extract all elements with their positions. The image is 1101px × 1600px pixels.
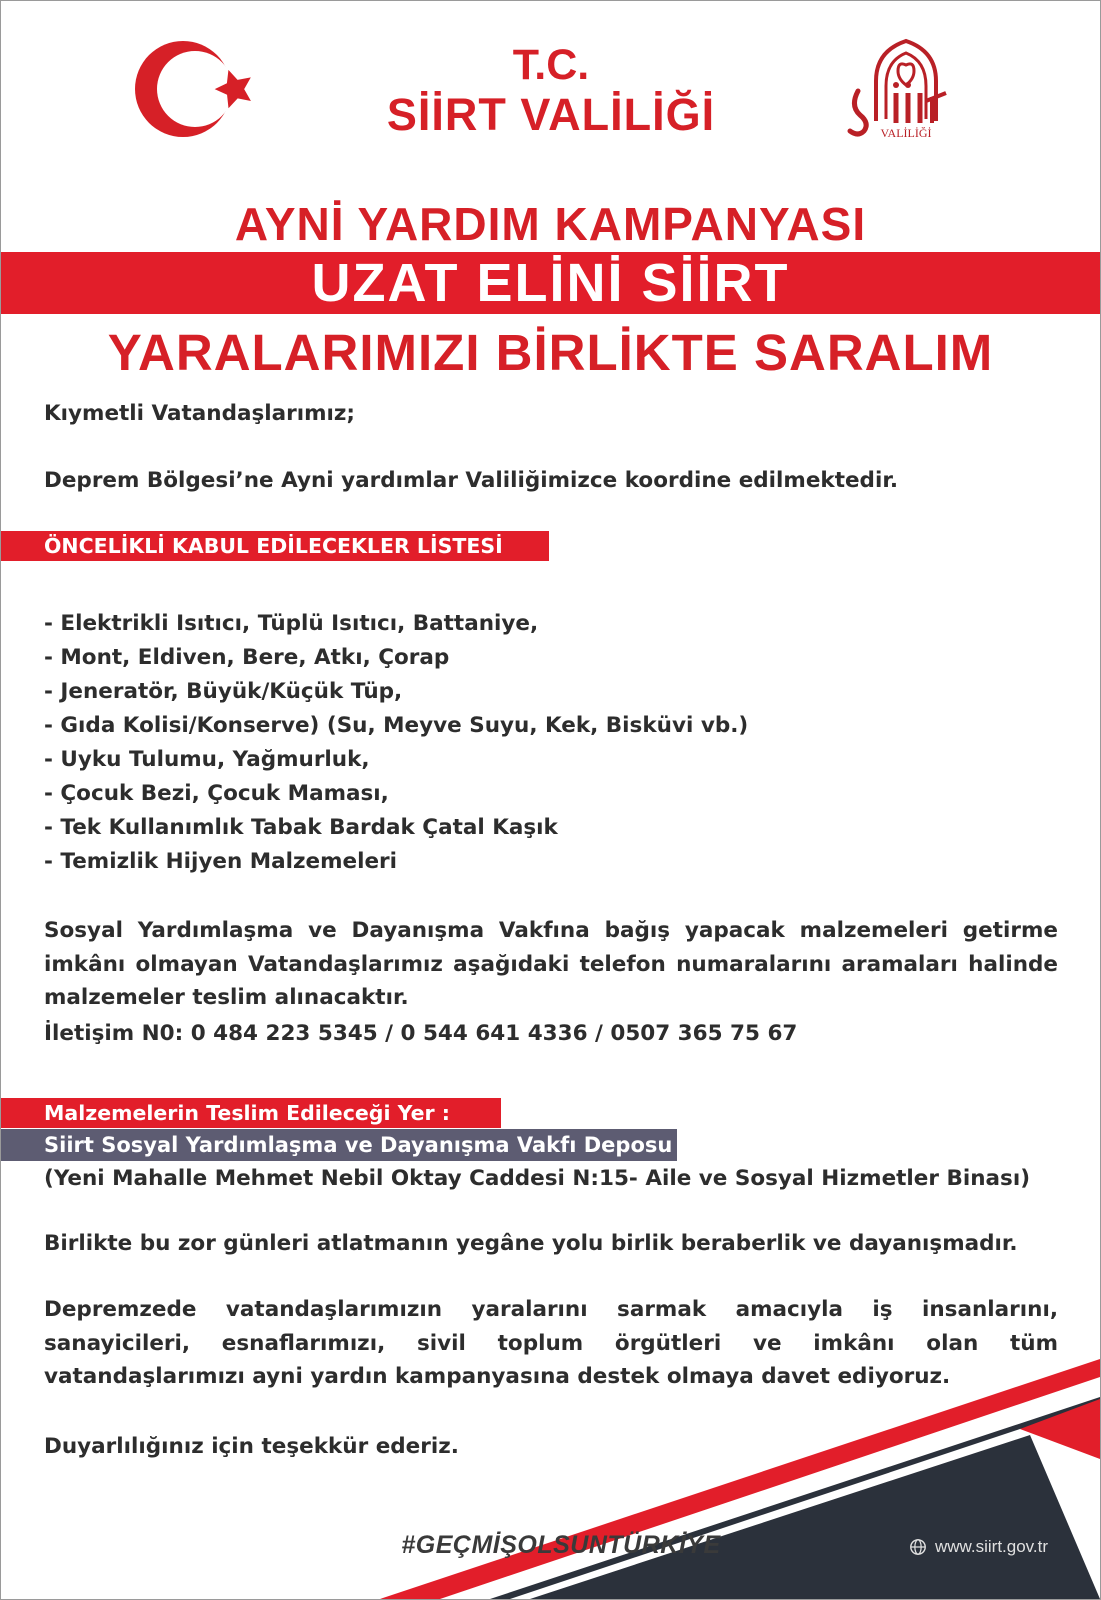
contact-numbers: İletişim N0: 0 484 223 5345 / 0 544 641 4336 / 0507 365 75 67 [44, 1021, 798, 1046]
header-tc: T.C. [512, 41, 590, 89]
invitation-text: Depremzede vatandaşlarımızın yaralarını sarmak amacıyla iş insanlarını, sanayicileri, esnaflarımızı, sivil toplum örgütleri ve imkânı olan tüm vatandaşlarımızı ayni yardın kampanyasına destek olmaya davet ediyoruz. [44, 1297, 1058, 1389]
website-url[interactable]: www.siirt.gov.tr [935, 1537, 1049, 1556]
delivery-heading: Malzemelerin Teslim Edileceği Yer : [1, 1098, 501, 1128]
siirt-valiligi-logo [846, 31, 966, 146]
priority-items-list [44, 607, 748, 879]
hashtag: #GEÇMİŞOLSUNTÜRKİYE [401, 1531, 721, 1559]
delivery-place: Siirt Sosyal Yardımlaşma ve Dayanışma Vakfı Deposu [1, 1129, 677, 1161]
globe-icon [909, 1538, 927, 1556]
list-item: - Çocuk Bezi, Çocuk Maması, [44, 781, 389, 806]
unity-text: Birlikte bu zor günleri atlatmanın yegâne yolu birlik beraberlik ve dayanışmadır. [44, 1231, 1018, 1256]
delivery-address: (Yeni Mahalle Mehmet Nebil Oktay Caddesi N:15- Aile ve Sosyal Hizmetler Binası) [44, 1166, 1031, 1191]
list-item: - Gıda Kolisi/Konserve) (Su, Meyve Suyu, Kek, Bisküvi vb.) [44, 713, 749, 738]
list-item: - Tek Kullanımlık Tabak Bardak Çatal Kaşık [44, 815, 558, 840]
list-item: - Mont, Eldiven, Bere, Atkı, Çorap [44, 645, 450, 670]
list-item: - Elektrikli Isıtıcı, Tüplü Isıtıcı, Battaniye, [44, 611, 539, 636]
campaign-title: AYNİ YARDIM KAMPANYASI [234, 198, 867, 250]
intro-text: Deprem Bölgesi’ne Ayni yardımlar Valiliğimizce koordine edilmektedir. [44, 468, 899, 493]
list-item: - Uyku Tulumu, Yağmurluk, [44, 747, 370, 772]
list-item: - Temizlik Hijyen Malzemeleri [44, 849, 398, 874]
corner-decoration [380, 1359, 1100, 1599]
logo-text: VALİLİĞİ [880, 126, 932, 140]
campaign-slogan: YARALARIMIZI BİRLİKTE SARALIM [107, 324, 994, 381]
thanks-text: Duyarlılığınız için teşekkür ederiz. [44, 1434, 459, 1459]
list-item: - Jeneratör, Büyük/Küçük Tüp, [44, 679, 403, 704]
priority-list-heading: ÖNCELİKLİ KABUL EDİLECEKLER LİSTESİ [1, 531, 549, 561]
crescent-star-icon [131, 39, 271, 139]
website[interactable] [909, 1534, 1048, 1560]
foundation-note: Sosyal Yardımlaşma ve Dayanışma Vakfına bağış yapacak malzemeleri getirme imkânı olmayan Vatandaşlarımız aşağıdaki telefon numaralarını aramaları halinde malzemeler teslim alınacaktır. [44, 918, 1058, 1010]
header-title: SİİRT VALİLİĞİ [386, 89, 716, 140]
campaign-banner-title: UZAT ELİNİ SİİRT [311, 253, 790, 313]
greeting: Kıymetli Vatandaşlarımız; [44, 401, 356, 426]
